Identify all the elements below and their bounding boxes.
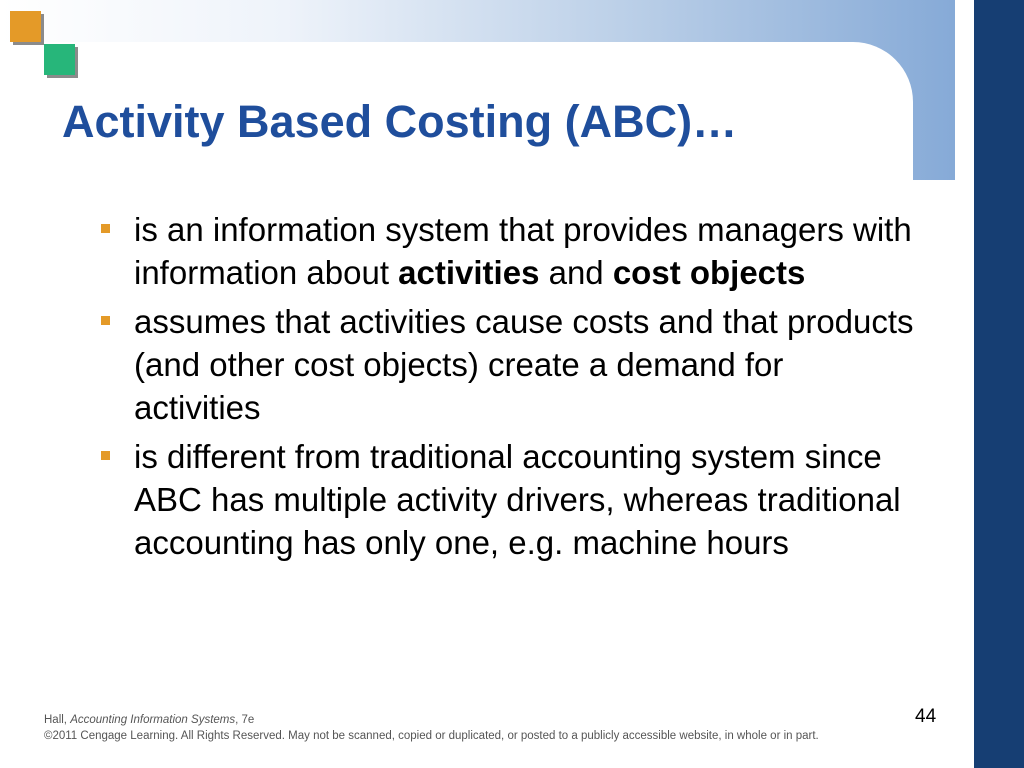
green-square-decoration	[44, 44, 75, 75]
bullet-item	[96, 435, 916, 564]
footer-copyright: ©2011 Cengage Learning. All Rights Reserved. May not be scanned, copied or duplicated, or posted to a publicly accessible website, in whole or in part.	[44, 730, 819, 742]
side-bar	[974, 0, 1024, 768]
bullet-item	[96, 300, 916, 429]
slide-title: Activity Based Costing (ABC)…	[62, 96, 738, 147]
footer-edition: , 7e	[235, 714, 255, 726]
bullet-text: assumes that activities cause costs and that products (and other cost objects) create a demand for activities	[134, 303, 914, 426]
bullet-text: is an information system that provides managers with information about	[134, 211, 912, 291]
footer-book-title: Accounting Information Systems	[70, 714, 236, 726]
bullet-list	[96, 208, 916, 570]
footer-citation	[44, 714, 254, 726]
footer-author: Hall,	[44, 714, 71, 726]
bullet-marker	[101, 451, 110, 460]
page-number: 44	[915, 706, 937, 727]
bullet-marker	[101, 316, 110, 325]
bullet-bold-activities: activities	[398, 254, 540, 291]
bullet-marker	[101, 224, 110, 233]
bullet-text: and	[539, 254, 613, 291]
bullet-text: is different from traditional accounting system since ABC has multiple activity drivers, whereas traditional accounting has only one, e.g. machine hours	[134, 438, 901, 561]
orange-square-decoration	[10, 11, 41, 42]
bullet-item	[96, 208, 916, 294]
bullet-bold-cost-objects: cost objects	[612, 254, 806, 291]
